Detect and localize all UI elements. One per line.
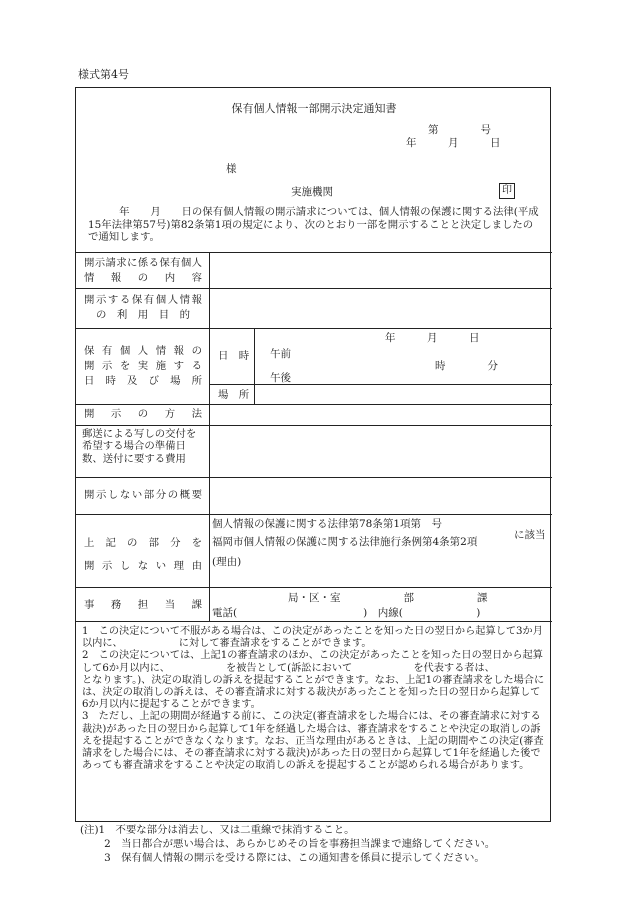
document-title: 保有個人情報一部開示決定通知書 — [231, 102, 397, 115]
applies-text: に該当 — [514, 529, 546, 541]
note-1: 1 この決定について不服がある場合は、この決定があったことを知った日の翌日から起算して3か月以内に、 に対して審査請求をすることができます。 — [82, 626, 543, 650]
reason-label-line2: 開示しない理由 — [84, 560, 202, 572]
requested-info-label: 開示請求に係る保有個人情報の内容 — [84, 257, 202, 284]
seal-mark: 印 — [499, 183, 515, 199]
body-text: 年 月 日の保有個人情報の開示請求については、個人情報の保護に関する法律(平成15年法律第57号)第82条第1項の規定により、次のとおり一部を開示することと決定しましたので通知します。 — [88, 206, 539, 243]
agency-label: 実施機関 — [291, 186, 333, 198]
office-line2: 電話( ) 内線( ) — [212, 607, 481, 619]
footnote-1: (注)1 不要な部分は消去し、又は二重線で抹消すること。 — [80, 824, 355, 836]
reason-paren: (理由) — [212, 556, 242, 568]
notice-form — [75, 87, 551, 822]
purpose-label-line1: 開示する保有個人情報 — [84, 294, 202, 306]
footnote-3: 3 保有個人情報の開示を受ける際には、この通知書を係員に提示してください。 — [80, 852, 485, 865]
issue-date: 年 月 日 — [406, 137, 501, 149]
mail-label: 郵送による写しの交付を希望する場合の準備日数、送付に要する費用 — [82, 428, 197, 465]
purpose-label-line2: の 利 用 目 的 — [96, 309, 190, 321]
place-label: 場 所 — [218, 389, 250, 401]
office-line1: 局・区・室 部 課 — [288, 592, 488, 604]
form-number: 様式第4号 — [78, 68, 129, 81]
date-fields: 年 月 日 — [385, 332, 480, 344]
office-label: 事務担当課 — [84, 599, 202, 611]
method-label: 開示の方法 — [84, 408, 202, 420]
law-line1: 個人情報の保護に関する法律第78条第1項第 号 — [212, 518, 443, 530]
time-fields: 時 分 — [435, 360, 498, 372]
note-3: 3 ただし、上記の期間が経過する前に、この決定(審査請求をした場合には、その審査請求に対する裁決)があった日の翌日から起算して1年を経過した場合は、審査請求をすることや決定の取消しの訴えを提起することができなくなります。なお、正当な理由があるときは、上記の期間やこの決定(審査請求をした場合には、その審査請求に対する裁決)があった日の翌日から起算して1年を経過した後であっても審査請求をすることや決定の取消しの訴えを提起することが認められる場合があります。 — [82, 711, 544, 772]
schedule-label-line3: 日時及び場所 — [84, 375, 202, 387]
note-2: 2 この決定については、上記1の審査請求のほか、この決定があったことを知った日の翌日から起算して6か月以内に、 を被告として(訴訟において を代表する者は、 となります。)、決定の取消しの訴えを提起することができます。なお、上記1の審査請求をした場合には、決定の取消しの訴えは、その審査請求に対する裁決があったことを知った日の翌日から起算して6か月以内に提起することができます。 — [82, 650, 551, 711]
footnote-2: 2 当日都合が悪い場合は、あらかじめその旨を事務担当課まで連絡してください。 — [80, 838, 496, 851]
law-line2: 福岡市個人情報の保護に関する法律施行条例第4条第2項 — [212, 536, 478, 548]
schedule-label-line2: 開示を実施する — [84, 360, 202, 372]
schedule-label-line1: 保有個人情報の — [84, 345, 202, 357]
am-label: 午前 — [270, 348, 291, 360]
reason-label-line1: 上記の部分を — [84, 537, 202, 549]
footnotes — [80, 823, 550, 866]
pm-label: 午後 — [270, 372, 291, 384]
addressee-suffix: 様 — [226, 163, 237, 175]
notes — [82, 626, 551, 772]
document-number: 第 号 — [428, 124, 491, 136]
summary-label: 開示しない部分の概要 — [84, 489, 202, 501]
datetime-label: 日 時 — [218, 350, 250, 362]
